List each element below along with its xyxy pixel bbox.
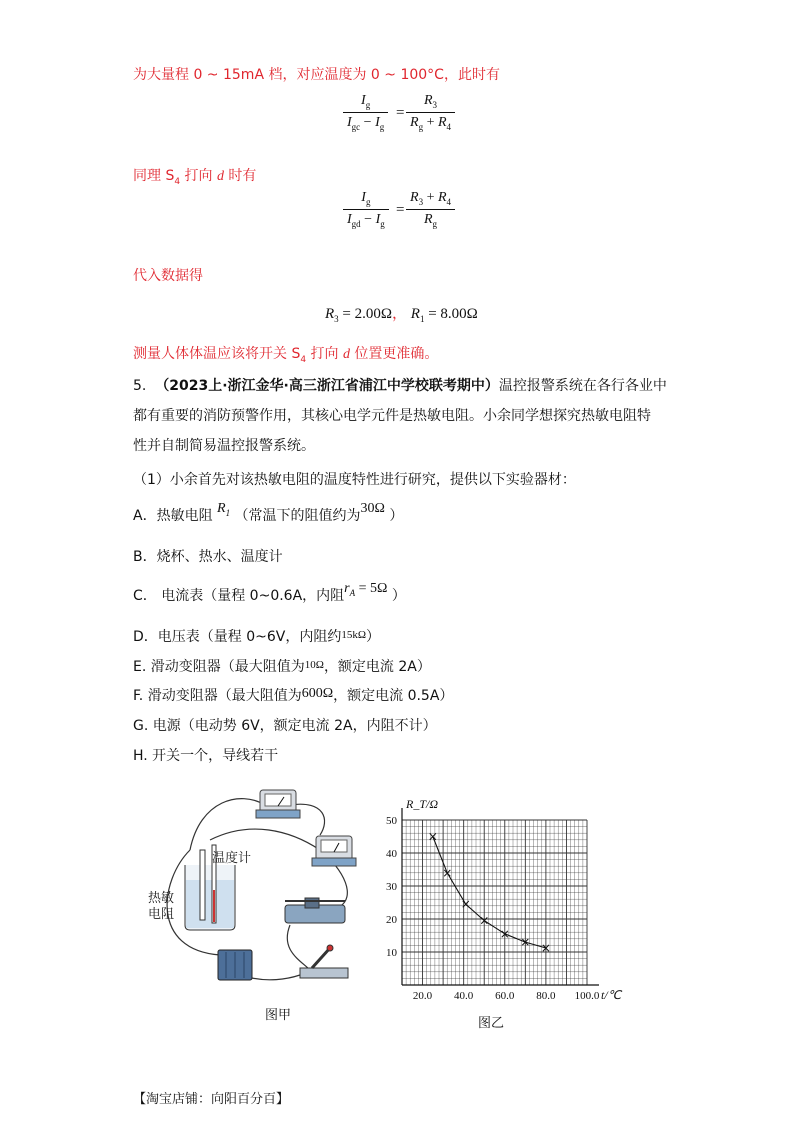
x-axis-label: t/℃ [601,988,622,1002]
figure-yi-caption: 图乙 [478,1016,505,1031]
data-point-marker: × [427,829,438,844]
x-tick-label: 40.0 [454,990,474,1002]
wire-4 [210,829,320,850]
question-number: 5. [133,378,147,394]
option-e: E. 滑动变阻器（最大阻值为$^{10\Omega}$，额定电流 2A） [133,659,431,675]
solution-line-3: 代入数据得 [133,268,203,284]
figure-jia-circuit [140,780,370,1020]
switch [300,945,348,978]
voltmeter-right [312,836,356,866]
equation-1-rhs: $R_3$ $R_g + R_4$ [406,93,455,132]
ammeter-top [256,790,300,818]
equation-2-rhs: $R_3 + R_4$ $R_g$ [406,190,455,229]
y-axis-label: R_T/Ω [406,797,439,811]
data-point-marker: × [499,926,510,941]
equation-2-lhs: $I_g$ $I_{gd} - I_g$ [343,190,389,229]
solution-conclusion: 测量人体体温应该将开关 $S_4$ 打向 d 位置更准确。 [133,346,439,365]
footer-shop-tag: 【淘宝店铺：向阳百分百】 [133,1092,290,1107]
question-line-2: 都有重要的消防预警作用，其核心电学元件是热敏电阻。小余同学想探究热敏电阻特 [133,408,651,424]
data-point-marker: × [540,941,551,956]
battery [218,950,252,980]
option-c: C． 电流表（量程 0~0.6A，内阻$r_A = 5\Omega$ ） [133,581,406,604]
data-point-marker: × [442,865,453,880]
wire-1 [190,799,265,850]
thermistor-label-line2: 电阻 [148,907,175,922]
y-tick-label: 40 [386,848,397,860]
equation-2-equals: = [396,202,405,218]
option-a: A．热敏电阻 $R_1$ （常温下的阻值约为30Ω ） [133,501,404,524]
option-f: F. 滑动变阻器（最大阻值为600Ω，额定电流 0.5A） [133,686,454,704]
y-tick-label: 30 [386,881,397,893]
thermistor-label-line1: 热敏 [148,891,175,906]
wire-5 [325,865,347,910]
question-source: （2023上·浙江金华·高三浙江省浦江中学校联考期中） [155,378,499,394]
wire-6 [287,925,310,970]
data-point-marker: × [460,897,471,912]
figure-jia-caption: 图甲 [265,1008,292,1023]
x-tick-label: 60.0 [495,990,515,1002]
question-line-3: 性并自制简易温控报警系统。 [133,438,315,454]
solution-line-1: 为大量程 0 ~ 15mA 档，对应温度为 0 ~ 100°C，此时有 [133,67,500,83]
result-values: $R_3 = 2.00\Omega$， $R_1 = 8.00\Omega$ [325,306,478,324]
x-tick-label: 20.0 [412,990,433,1002]
solution-line-2: 同理 $S_4$ 打向 d 时有 [133,168,257,187]
data-point-marker: × [479,913,490,928]
thermometer-label: 温度计 [212,851,252,866]
x-tick-label: 100.0 [574,990,600,1002]
option-b: B．烧杯、热水、温度计 [133,549,283,565]
option-g: G. 电源（电动势 6V，额定电流 2A，内阻不计） [133,718,437,734]
y-tick-label: 50 [386,815,397,827]
rheostat [285,898,345,923]
equation-1-lhs: $I_g$ $I_{gc} - I_g$ [343,93,388,132]
y-tick-label: 10 [386,947,397,959]
question-line-1: 5. （2023上·浙江金华·高三浙江省浦江中学校联考期中）温控报警系统在各行各业中 [133,378,667,394]
option-d: D．电压表（量程 0~6V，内阻约$^{15k\Omega}$） [133,629,381,645]
x-tick-label: 80.0 [536,990,556,1002]
option-h: H. 开关一个，导线若干 [133,748,279,764]
figure-yi-chart [365,795,635,1010]
data-point-marker: × [520,935,531,950]
equation-1-equals: = [396,105,405,121]
y-tick-label: 20 [386,914,397,926]
question-part-1: （1）小余首先对该热敏电阻的温度特性进行研究，提供以下实验器材： [133,472,576,488]
